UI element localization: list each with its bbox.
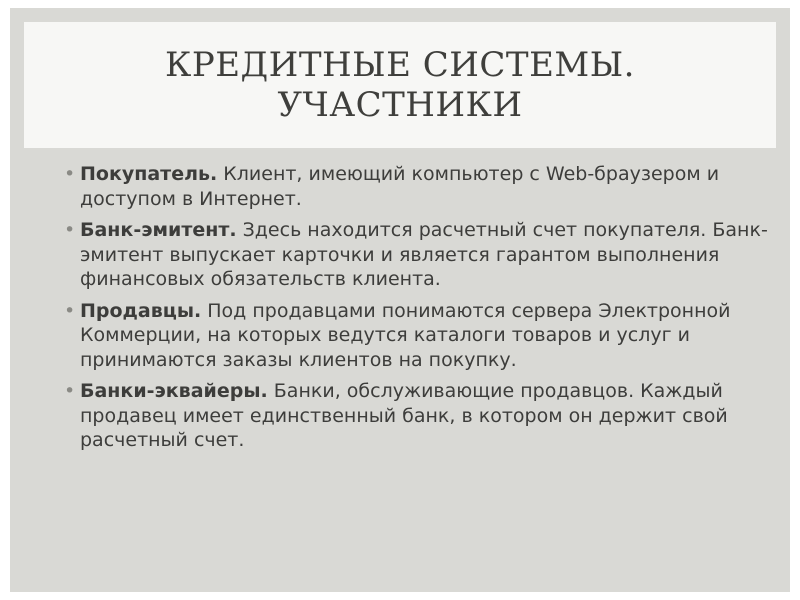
bullet-item-buyer [64,162,768,211]
bullet-item-issuer-bank [64,218,768,292]
bullet-icon: • [64,163,76,185]
title-box [24,22,776,148]
bullet-text: Здесь находится расчетный счет покупателя. Банк-эмитент выпускает карточки и является гарантом выполнения финансовых обязательств клиента. [80,219,768,290]
bullet-text: Клиент, имеющий компьютер с Web-браузером и доступом в Интернет. [80,163,720,210]
bullet-icon: • [64,380,76,402]
bullet-list [64,162,768,460]
bullet-term: Банк-эмитент. [80,219,237,241]
bullet-item-acquirer-banks [64,379,768,453]
bullet-icon: • [64,299,76,322]
slide-title-line-1: КРЕДИТНЫЕ СИСТЕМЫ. [165,45,635,85]
bullet-term: Банки-эквайеры. [80,380,268,402]
slide [10,8,790,592]
bullet-text: Под продавцами понимаются сервера Электронной Коммерции, на которых ведутся каталоги товаров и услуг и принимаются заказы клиентов на покупку. [80,299,731,371]
bullet-item-sellers [64,299,768,373]
bullet-icon: • [64,219,76,241]
bullet-text: Банки, обслуживающие продавцов. Каждый продавец имеет единственный банк, в котором он держит свой расчетный счет. [80,380,728,451]
bullet-term: Покупатель. [80,163,218,185]
slide-title-line-2: УЧАСТНИКИ [277,85,523,125]
bullet-term: Продавцы. [80,299,202,322]
